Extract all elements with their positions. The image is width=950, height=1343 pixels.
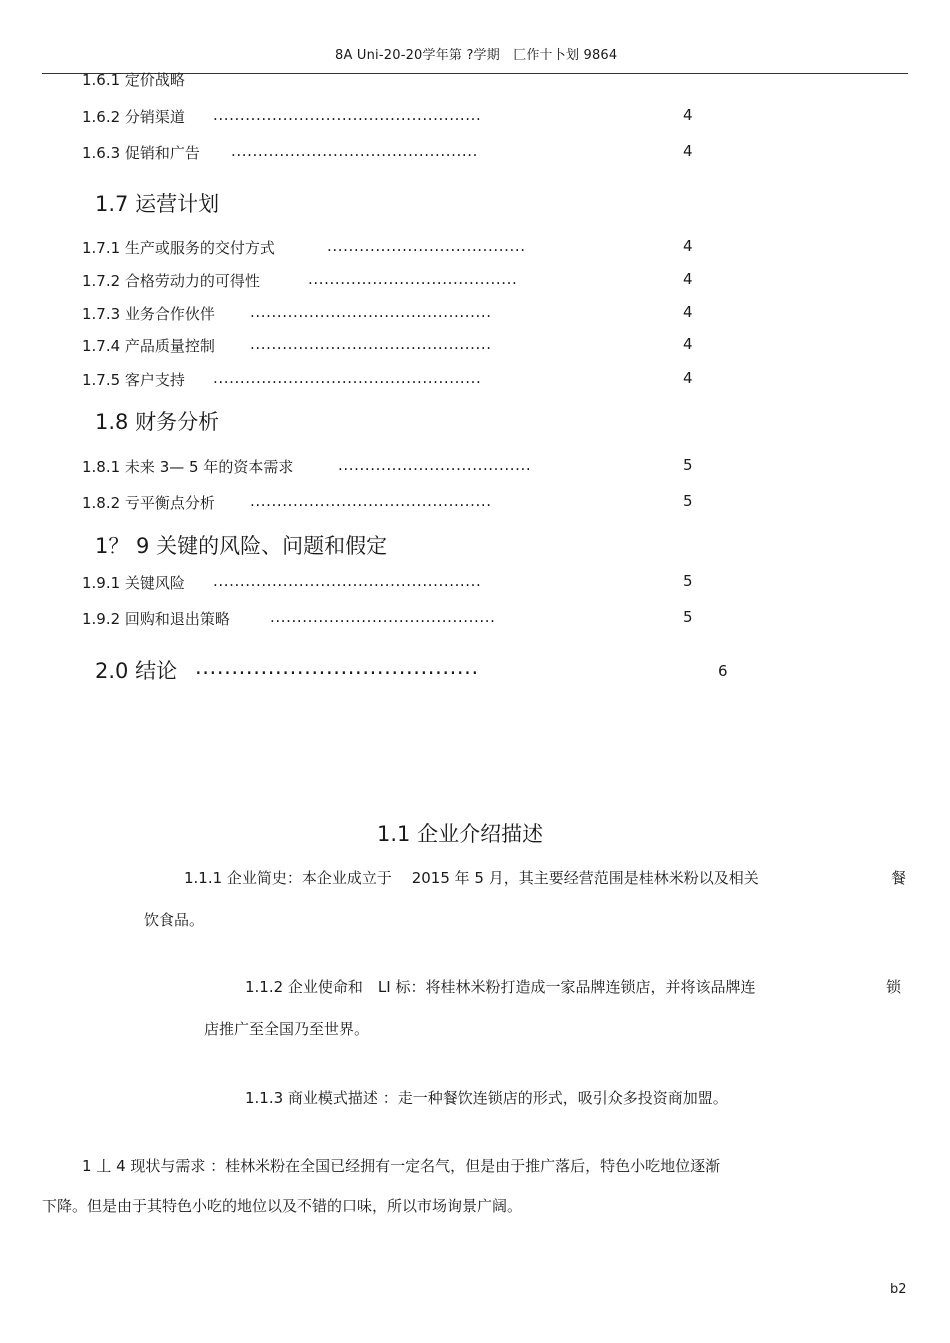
toc-section-1-9[interactable]: 1？ 9 关键的风险、问题和假定 bbox=[95, 534, 388, 558]
toc-entry-1-9-1[interactable]: 1.9.1 关键风险 bbox=[82, 574, 185, 592]
toc-page-number: 4 bbox=[683, 270, 693, 288]
toc-entry-1-7-2[interactable]: 1.7.2 合格劳动力的可得性 bbox=[82, 272, 260, 290]
toc-leader-dots: ............................................. bbox=[250, 335, 492, 353]
toc-page-number: 4 bbox=[683, 237, 693, 255]
paragraph-mission-line1: 1.1.2 企业使命和 LI 标：将桂林米粉打造成一家品牌连锁店，并将该品牌连 bbox=[245, 978, 756, 996]
toc-leader-dots: ..................................... bbox=[327, 237, 526, 255]
paragraph-mission-tail: 锁 bbox=[886, 978, 902, 996]
toc-leader-dots: ............................................. bbox=[250, 303, 492, 321]
toc-entry-1-9-2[interactable]: 1.9.2 回购和退出策略 bbox=[82, 610, 230, 628]
toc-page-number: 4 bbox=[683, 335, 693, 353]
toc-page-number: 4 bbox=[683, 106, 693, 124]
toc-page-number: 4 bbox=[683, 369, 693, 387]
toc-entry-1-7-4[interactable]: 1.7.4 产品质量控制 bbox=[82, 337, 215, 355]
section-title: 1.1 企业介绍描述 bbox=[377, 822, 544, 846]
paragraph-company-history-line1: 1.1.1 企业简史：本企业成立于 2015 年 5 月，其主要经营范围是桂林米粉以及相关 bbox=[184, 869, 759, 887]
paragraph-company-history-tail: 餐 bbox=[891, 869, 907, 887]
toc-leader-dots: .............................................. bbox=[231, 142, 478, 160]
paragraph-company-history-line2: 饮食品。 bbox=[144, 911, 205, 929]
paragraph-status-line1: 1 丄 4 现状与需求 ：桂林米粉在全国已经拥有一定名气，但是由于推广落后，特色小吃地位逐渐 bbox=[82, 1157, 721, 1175]
toc-entry-1-6-1[interactable]: 1.6.1 定价战略 bbox=[82, 71, 185, 89]
paragraph-business-model: 1.1.3 商业模式描述 ：走一种餐饮连锁店的形式，吸引众多投资商加盟。 bbox=[245, 1089, 728, 1107]
toc-entry-1-6-2[interactable]: 1.6.2 分销渠道 bbox=[82, 108, 185, 126]
toc-section-1-7[interactable]: 1.7 运营计划 bbox=[95, 192, 220, 216]
toc-section-1-8[interactable]: 1.8 财务分析 bbox=[95, 410, 220, 434]
toc-page-number: 5 bbox=[683, 572, 693, 590]
toc-entry-1-7-5[interactable]: 1.7.5 客户支持 bbox=[82, 371, 185, 389]
toc-page-number: 5 bbox=[683, 456, 693, 474]
page-header: 8A Uni-20-20学年第 ?学期 匚作十卜划 9864 bbox=[335, 48, 618, 63]
toc-leader-dots: ....................................... bbox=[308, 270, 518, 288]
toc-entry-1-7-1[interactable]: 1.7.1 生产或服务的交付方式 bbox=[82, 239, 275, 257]
paragraph-status-line2: 下降。但是由于其特色小吃的地位以及不错的口味，所以市场询景广阔。 bbox=[42, 1197, 523, 1215]
toc-page-number: 5 bbox=[683, 608, 693, 626]
toc-leader-dots: .................................... bbox=[338, 456, 532, 474]
toc-entry-1-8-2[interactable]: 1.8.2 亏平衡点分析 bbox=[82, 494, 215, 512]
toc-entry-1-7-3[interactable]: 1.7.3 业务合作伙伴 bbox=[82, 305, 215, 323]
toc-leader-dots: .................................................. bbox=[213, 572, 482, 590]
toc-page-number: 6 bbox=[718, 662, 728, 680]
toc-page-number: 4 bbox=[683, 142, 693, 160]
toc-page-number: 4 bbox=[683, 303, 693, 321]
toc-leader-dots: .......................................... bbox=[270, 608, 496, 626]
toc-section-2-0[interactable]: 2.0 结论 bbox=[95, 659, 178, 683]
paragraph-mission-line2: 店推广至全国乃至世界。 bbox=[204, 1020, 370, 1038]
toc-entry-1-6-3[interactable]: 1.6.3 促销和广告 bbox=[82, 144, 200, 162]
toc-entry-1-8-1[interactable]: 1.8.1 未来 3— 5 年的资本需求 bbox=[82, 458, 294, 476]
toc-leader-dots: .................................................. bbox=[213, 369, 482, 387]
toc-leader-dots: ....................................... bbox=[195, 655, 479, 679]
page-footer-label: b2 bbox=[890, 1282, 907, 1297]
toc-leader-dots: ............................................. bbox=[250, 492, 492, 510]
toc-leader-dots: .................................................. bbox=[213, 106, 482, 124]
toc-page-number: 5 bbox=[683, 492, 693, 510]
